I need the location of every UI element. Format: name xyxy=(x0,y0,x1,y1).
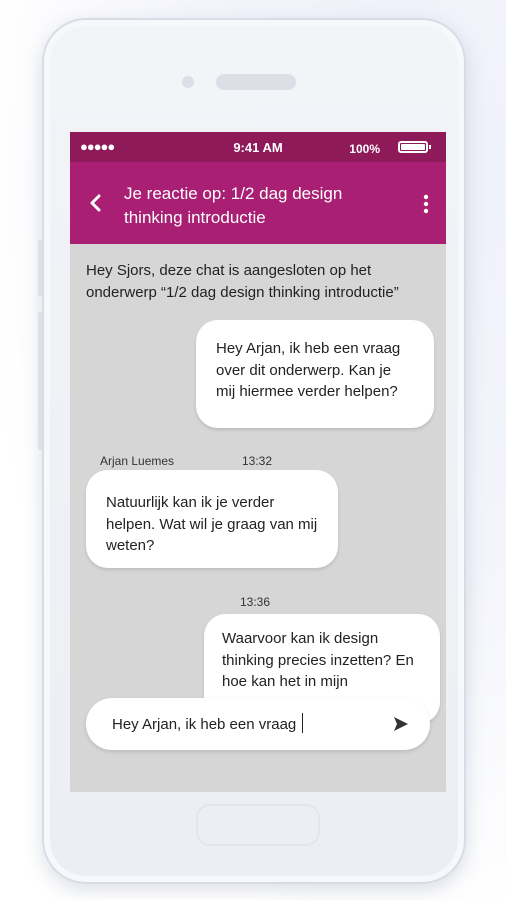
message-text: Natuurlijk kan ik je verder helpen. Wat wil je graag van mij weten? xyxy=(106,494,318,554)
signal-strength: ●●●●● xyxy=(80,139,115,154)
message-text: Hey Arjan, ik heb een vraag over dit onderwerp. Kan je mij hiermee verder helpen? xyxy=(216,340,401,400)
outgoing-message xyxy=(196,320,434,428)
text-caret xyxy=(302,713,303,733)
message-text: Waarvoor kan ik design thinking precies inzetten? En hoe kan het in mijn xyxy=(222,630,414,690)
status-time: 9:41 AM xyxy=(233,140,283,155)
message-input-value: Hey Arjan, ik heb een vraag xyxy=(112,716,297,733)
app-bar xyxy=(70,162,446,244)
earpiece-speaker xyxy=(216,74,296,90)
message-input[interactable] xyxy=(112,713,372,735)
page-title: Je reactie op: 1/2 dag design thinking introductie xyxy=(124,184,343,227)
chat-intro-text: Hey Sjors, deze chat is aangesloten op het onderwerp “1/2 dag design thinking introductie” xyxy=(86,262,399,301)
battery-percent: 100% xyxy=(349,142,380,156)
vertical-dots-icon[interactable] xyxy=(422,192,430,216)
home-button[interactable] xyxy=(196,804,320,846)
message-sender: Arjan Luemes xyxy=(100,454,175,468)
send-icon[interactable] xyxy=(392,715,410,733)
incoming-message xyxy=(86,470,338,568)
battery-icon xyxy=(398,141,428,153)
message-time: 13:32 xyxy=(242,454,273,468)
volume-button xyxy=(38,240,42,296)
status-bar xyxy=(70,132,446,162)
chevron-left-icon[interactable] xyxy=(86,188,106,218)
phone-screen xyxy=(70,132,446,792)
power-button xyxy=(38,312,42,450)
message-composer[interactable] xyxy=(86,698,430,750)
front-camera xyxy=(182,76,194,88)
message-time: 13:36 xyxy=(240,595,271,609)
